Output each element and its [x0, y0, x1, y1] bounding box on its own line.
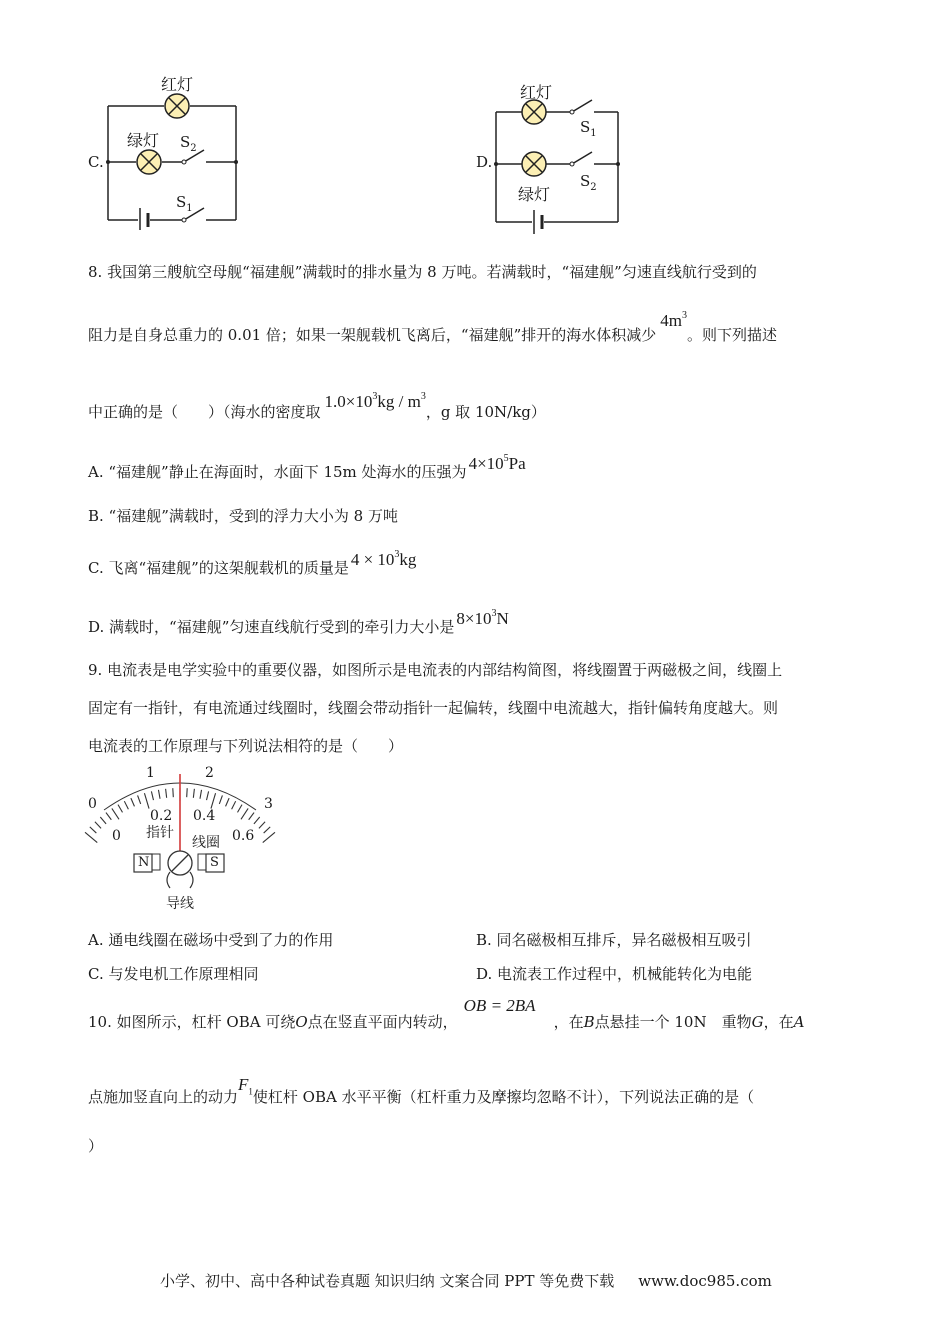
- q9-option-d: D. 电流表工作过程中，机械能转化为电能: [476, 965, 753, 983]
- scale-tick: [90, 827, 97, 833]
- scale-bottom-3: 0.6: [232, 828, 255, 844]
- option-c-letter: C.: [88, 153, 104, 171]
- footer-url[interactable]: www.doc985.com: [638, 1272, 772, 1290]
- green-lamp-label-c: 绿灯: [127, 131, 160, 150]
- scale-tick: [151, 791, 153, 800]
- scale-tick: [118, 805, 123, 813]
- switch-s2-label-c: $S_2$: [180, 133, 197, 154]
- q10-line3: ）: [88, 1137, 104, 1155]
- q8-option-d: D. 满载时，“福建舰”匀速直线航行受到的牵引力大小是 $8\times 10^3N$: [88, 608, 509, 636]
- option-d-letter: D.: [476, 153, 493, 171]
- scale-tick: [193, 789, 194, 798]
- scale-tick: [211, 793, 216, 808]
- scale-tick: [200, 790, 202, 799]
- q8-option-b: B. “福建舰”满载时，受到的浮力大小为 8 万吨: [88, 507, 398, 525]
- footer-text: 小学、初中、高中各种试卷真题 知识归纳 文案合同 PPT 等免费下载: [160, 1272, 615, 1290]
- scale-top-0: 0: [88, 796, 97, 812]
- q10-line2: 点施加竖直向上的动力$F_1$使杠杆 OBA 水平平衡（杠杆重力及摩擦均忽略不计），下列说法正确的是（: [88, 1075, 755, 1106]
- scale-tick: [187, 788, 188, 797]
- scale-tick: [259, 822, 265, 829]
- red-lamp-label-d: 红灯: [520, 83, 553, 102]
- scale-top-2: 2: [205, 765, 214, 781]
- coil-icon: [167, 851, 193, 888]
- scale-bottom-0: 0: [112, 828, 121, 844]
- switch-s1-label-c: $S_1$: [176, 193, 193, 214]
- coil-label: 线圈: [192, 835, 220, 851]
- switch-s1-label-d: $S_1$: [580, 118, 597, 139]
- scale-tick: [95, 822, 101, 829]
- scale-tick: [238, 805, 243, 813]
- q8-option-a: A. “福建舰”静止在海面时，水面下 15m 处海水的压强为 $4\times 10^5Pa$: [88, 453, 526, 481]
- red-lamp-icon: [165, 94, 189, 118]
- scale-top-1: 1: [146, 765, 155, 781]
- q9-line2: 固定有一指针，有电流通过线圈时，线圈会带动指针一起偏转，线圈中电流越大，指针偏转角度越大。则: [88, 699, 779, 717]
- pointer-label: 指针: [146, 825, 174, 841]
- south-pole-label: S: [210, 855, 219, 870]
- q8-line1: 8. 我国第三艘航空母舰“福建舰”满载时的排水量为 8 万吨。若满载时，“福建舰”匀速直线航行受到的: [88, 263, 757, 281]
- scale-tick: [131, 798, 135, 806]
- circuit-diagram-d: [488, 90, 638, 240]
- red-lamp-label-c: 红灯: [161, 75, 194, 94]
- switch-s2-label-d: $S_2$: [580, 172, 597, 193]
- scale-tick: [138, 795, 141, 803]
- scale-tick: [85, 832, 97, 842]
- q9-option-b: B. 同名磁极相互排斥，异名磁极相互吸引: [476, 931, 752, 949]
- scale-tick: [106, 813, 111, 820]
- scale-bottom-1: 0.2: [150, 808, 173, 824]
- scale-top-3: 3: [264, 796, 273, 812]
- q8-line2: 阻力是自身总重力的 0.01 倍；如果一架舰载机飞离后，“福建舰”排开的海水体积减少$4m^3$。则下列描述: [88, 310, 778, 344]
- q9-line1: 9. 电流表是电学实验中的重要仪器，如图所示是电流表的内部结构简图，将线圈置于两磁极之间，线圈上: [88, 661, 783, 679]
- scale-tick: [124, 801, 128, 809]
- scale-tick: [166, 789, 167, 798]
- wire-label: 导线: [166, 896, 194, 912]
- footer: [160, 1270, 772, 1291]
- green-lamp-label-d: 绿灯: [518, 185, 551, 204]
- q9-option-a: A. 通电线圈在磁场中受到了力的作用: [88, 931, 334, 949]
- scale-tick: [241, 808, 248, 819]
- q10-line1: 10. 如图所示，杠杆 OBA 可绕O点在竖直平面内转动，OB = 2BA，在B点悬挂一个 10N 重物G，在A: [88, 996, 805, 1031]
- q8-option-c: C. 飞离“福建舰”的这架舰载机的质量是 $4 \times 10^3kg$: [88, 549, 417, 577]
- scale-bottom-2: 0.4: [193, 808, 216, 824]
- scale-tick: [232, 801, 236, 809]
- scale-tick: [158, 790, 160, 799]
- green-lamp-icon: [137, 150, 161, 174]
- scale-tick: [254, 817, 260, 824]
- q9-option-c: C. 与发电机工作原理相同: [88, 965, 259, 983]
- scale-tick: [112, 808, 119, 819]
- north-pole-label: N: [138, 855, 150, 870]
- red-lamp-icon: [522, 100, 546, 124]
- scale-tick: [207, 791, 209, 800]
- scale-tick: [144, 793, 149, 808]
- q9-line3: 电流表的工作原理与下列说法相符的是（ ）: [88, 737, 404, 755]
- scale-tick: [219, 795, 222, 803]
- scale-tick: [264, 827, 271, 833]
- scale-tick: [263, 832, 275, 842]
- scale-tick: [173, 788, 174, 797]
- green-lamp-icon: [522, 152, 546, 176]
- scale-tick: [100, 817, 106, 824]
- scale-tick: [249, 813, 254, 820]
- scale-tick: [226, 798, 230, 806]
- q8-line3: 中正确的是（ ）（海水的密度取$1.0\times 10^3kg / m^3$，g 取 10N/kg）: [88, 391, 546, 421]
